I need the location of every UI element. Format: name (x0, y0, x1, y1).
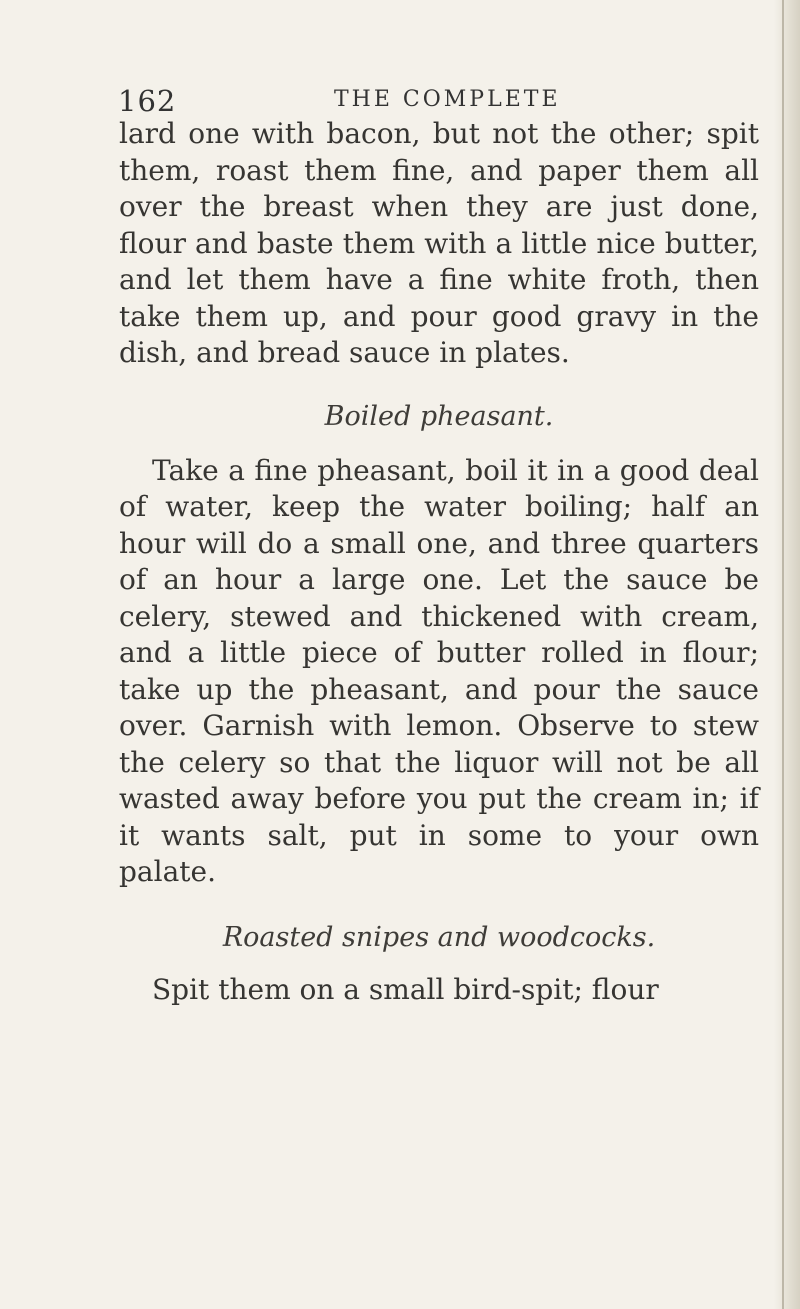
roasted-snipes-paragraph: Spit them on a small bird-spit; flour (152, 972, 659, 1006)
boiled-pheasant-paragraph: Take a fine pheasant, boil it in a good deal of water, keep the water boiling; half an hour will do a small one, and three quarters of an hour a large one. Let the sauce be celery, stewed and thickened with cream, and a little piece of butter rolled in flour; take up the pheasant, and pour the sauce over. Garnish with lemon. Observe to stew the celery so that the liquor will not be all wasted away before you put the cream in; if it wants salt, put in some to your own palate. (119, 453, 759, 888)
page-number: 162 (118, 84, 177, 118)
page-edge (774, 0, 800, 1309)
roasted-snipes-heading: Roasted snipes and woodcocks. (222, 921, 656, 953)
page-content (119, 116, 759, 1008)
boiled-pheasant-heading: Boiled pheasant. (324, 400, 554, 432)
intro-paragraph: lard one with bacon, but not the other; spit them, roast them fine, and paper them all over the breast when they are just done, flour and baste them with a little nice butter, and let them have a fine white froth, then take them up, and pour good gravy in the dish, and bread sauce in plates. (119, 117, 759, 369)
running-title: THE COMPLETE (334, 87, 561, 112)
